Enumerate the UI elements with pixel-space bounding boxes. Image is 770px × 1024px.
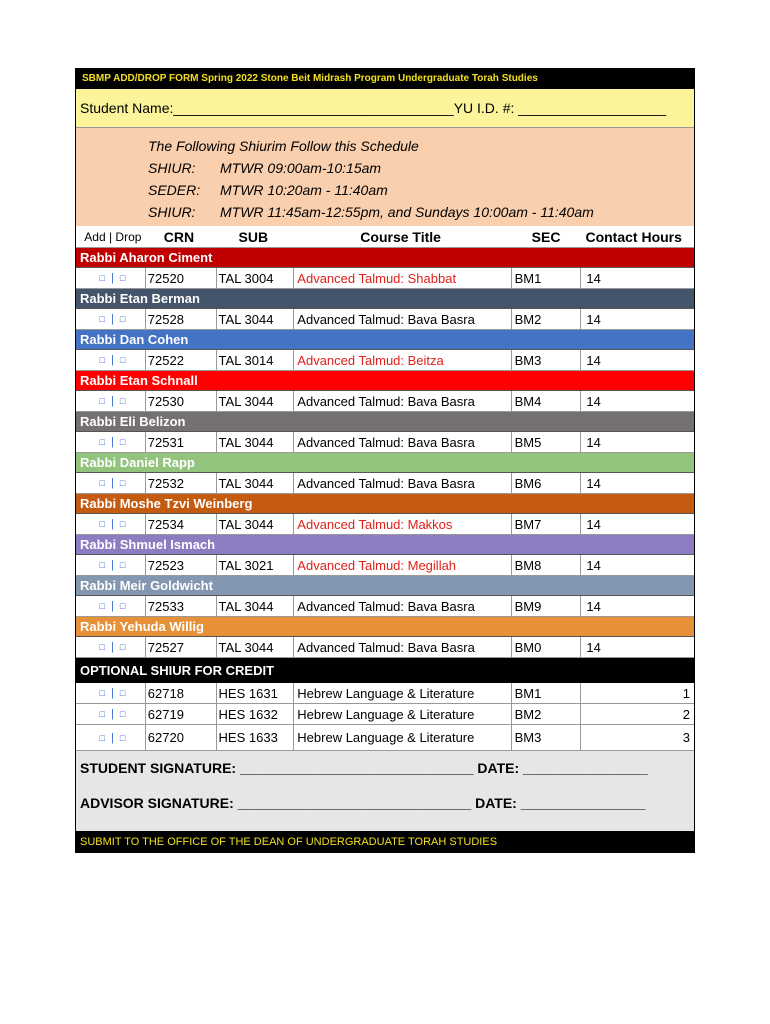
add-drop-checkboxes (76, 350, 146, 370)
course-row (76, 391, 694, 412)
schedule-line (148, 179, 694, 201)
course-hours: 14 (586, 352, 601, 368)
course-crn: 72528 (146, 309, 217, 329)
optional-course-row (76, 683, 694, 704)
course-sec: BM7 (512, 514, 582, 534)
course-sub: TAL 3044 (217, 596, 295, 616)
course-crn: 72534 (146, 514, 217, 534)
checkbox-separator: | (110, 395, 114, 407)
add-drop-checkboxes (76, 596, 146, 616)
checkbox-separator: | (110, 272, 114, 284)
column-header-sub: SUB (238, 228, 269, 245)
signature-area (76, 751, 694, 831)
course-hours: 14 (586, 516, 601, 532)
rabbi-header: Rabbi Aharon Ciment (76, 248, 694, 268)
course-row (76, 473, 694, 494)
course-sub: TAL 3044 (217, 391, 295, 411)
schedule-label: SHIUR: (148, 160, 196, 176)
course-title: Advanced Talmud: Shabbat (294, 268, 511, 288)
course-hours: 14 (586, 639, 601, 655)
course-sec: BM0 (512, 637, 582, 657)
course-hours: 14 (586, 311, 601, 327)
schedule-line (148, 201, 694, 223)
course-sub: TAL 3044 (217, 309, 295, 329)
checkbox-separator: | (110, 518, 114, 530)
add-checkbox[interactable]: □ (99, 601, 105, 611)
add-checkbox[interactable]: □ (99, 688, 105, 698)
course-hours: 14 (586, 475, 601, 491)
rabbi-header: Rabbi Dan Cohen (76, 330, 694, 350)
course-sub: HES 1631 (217, 683, 295, 703)
course-crn: 62718 (146, 683, 217, 703)
rabbi-header: Rabbi Etan Berman (76, 289, 694, 309)
drop-checkbox[interactable]: □ (119, 560, 126, 570)
course-hours: 1 (682, 685, 691, 701)
schedule-label: SHIUR: (148, 204, 196, 220)
add-checkbox[interactable]: □ (99, 437, 105, 447)
checkbox-separator: | (110, 354, 114, 366)
course-sec: BM8 (512, 555, 582, 575)
course-title: Advanced Talmud: Bava Basra (294, 473, 511, 493)
course-sec: BM2 (512, 309, 582, 329)
course-title: Advanced Talmud: Bava Basra (294, 432, 511, 452)
add-drop-checkboxes (76, 637, 146, 657)
drop-checkbox[interactable]: □ (119, 709, 126, 719)
rabbi-header: Rabbi Daniel Rapp (76, 453, 694, 473)
optional-course-row (76, 704, 694, 725)
schedule-time: MTWR 11:45am-12:55pm, and Sundays 10:00am - 11:40am (220, 204, 594, 220)
yu-id-field[interactable]: YU I.D. #: ___________________ (453, 100, 667, 116)
course-sec: BM5 (512, 432, 582, 452)
course-row (76, 514, 694, 535)
course-hours: 14 (586, 434, 601, 450)
add-drop-checkboxes (76, 268, 146, 288)
optional-heading: OPTIONAL SHIUR FOR CREDIT (76, 658, 694, 683)
rabbi-header: Rabbi Etan Schnall (76, 371, 694, 391)
drop-checkbox[interactable]: □ (119, 732, 126, 743)
schedule-line (148, 157, 694, 179)
optional-course-row (76, 725, 694, 751)
checkbox-separator: | (110, 313, 114, 325)
course-crn: 72530 (146, 391, 217, 411)
course-row (76, 555, 694, 576)
add-drop-checkboxes (76, 391, 146, 411)
rabbi-header: Rabbi Shmuel Ismach (76, 535, 694, 555)
course-groups (76, 248, 694, 658)
add-checkbox[interactable]: □ (99, 709, 105, 719)
add-drop-checkboxes (76, 725, 146, 750)
course-sub: TAL 3044 (217, 637, 295, 657)
drop-checkbox[interactable]: □ (119, 273, 126, 283)
course-hours: 3 (682, 730, 691, 745)
course-title: Advanced Talmud: Bava Basra (294, 637, 511, 657)
course-sub: HES 1633 (217, 725, 295, 750)
add-checkbox[interactable]: □ (99, 396, 105, 406)
add-checkbox[interactable]: □ (99, 560, 105, 570)
student-name-field[interactable]: Student Name:____________________________________ (80, 100, 454, 116)
course-sec: BM4 (512, 391, 582, 411)
drop-checkbox[interactable]: □ (119, 688, 126, 698)
course-sec: BM1 (512, 683, 582, 703)
student-info-row (76, 89, 694, 128)
add-drop-checkboxes (76, 704, 146, 724)
column-header-add-drop: Add | Drop (84, 229, 142, 244)
add-drop-checkboxes (76, 683, 146, 703)
course-sec: BM3 (512, 350, 582, 370)
course-sec: BM2 (512, 704, 582, 724)
checkbox-separator: | (110, 600, 114, 612)
column-header-row (76, 226, 694, 248)
add-drop-checkboxes (76, 309, 146, 329)
add-checkbox[interactable]: □ (99, 273, 105, 283)
course-sub: TAL 3004 (217, 268, 295, 288)
course-hours: 14 (586, 270, 601, 286)
checkbox-separator: | (110, 731, 114, 744)
drop-checkbox[interactable]: □ (119, 478, 126, 488)
drop-checkbox[interactable]: □ (119, 396, 126, 406)
add-checkbox[interactable]: □ (99, 314, 105, 324)
submit-instructions: SUBMIT TO THE OFFICE OF THE DEAN OF UNDERGRADUATE TORAH STUDIES (76, 831, 694, 853)
course-title: Advanced Talmud: Bava Basra (294, 309, 511, 329)
course-title: Hebrew Language & Literature (294, 704, 511, 724)
course-row (76, 350, 694, 371)
add-checkbox[interactable]: □ (99, 732, 105, 743)
column-header-crn: CRN (163, 228, 195, 245)
schedule-block (76, 128, 694, 226)
optional-rows (76, 683, 694, 751)
checkbox-separator: | (110, 708, 114, 720)
checkbox-separator: | (110, 687, 114, 699)
course-sec: BM3 (512, 725, 582, 750)
course-crn: 72531 (146, 432, 217, 452)
course-sub: TAL 3044 (217, 432, 295, 452)
course-sub: TAL 3021 (217, 555, 295, 575)
form-title: SBMP ADD/DROP FORM Spring 2022 Stone Beit Midrash Program Undergraduate Torah Studies (76, 68, 694, 89)
course-title: Hebrew Language & Literature (294, 683, 511, 703)
schedule-heading: The Following Shiurim Follow this Schedule (148, 138, 419, 154)
course-crn: 72520 (146, 268, 217, 288)
add-checkbox[interactable]: □ (99, 642, 105, 652)
course-crn: 72532 (146, 473, 217, 493)
course-title: Advanced Talmud: Makkos (294, 514, 511, 534)
course-sec: BM9 (512, 596, 582, 616)
course-row (76, 637, 694, 658)
course-crn: 62720 (146, 725, 217, 750)
course-title: Advanced Talmud: Bava Basra (294, 596, 511, 616)
course-hours: 2 (682, 706, 691, 722)
drop-checkbox[interactable]: □ (119, 519, 126, 529)
rabbi-header: Rabbi Meir Goldwicht (76, 576, 694, 596)
course-sec: BM6 (512, 473, 582, 493)
course-crn: 62719 (146, 704, 217, 724)
drop-checkbox[interactable]: □ (119, 642, 126, 652)
student-signature-line[interactable]: STUDENT SIGNATURE: ______________________________ DATE: ________________ (80, 760, 648, 776)
course-crn: 72533 (146, 596, 217, 616)
add-drop-checkboxes (76, 432, 146, 452)
drop-checkbox[interactable]: □ (119, 314, 126, 324)
add-drop-checkboxes (76, 473, 146, 493)
checkbox-separator: | (110, 477, 114, 489)
course-crn: 72523 (146, 555, 217, 575)
add-drop-form (75, 68, 695, 853)
course-title: Hebrew Language & Literature (294, 725, 511, 750)
course-crn: 72527 (146, 637, 217, 657)
advisor-signature-line[interactable]: ADVISOR SIGNATURE: ______________________________ DATE: ________________ (80, 795, 646, 811)
course-title: Advanced Talmud: Megillah (294, 555, 511, 575)
course-sub: TAL 3044 (217, 473, 295, 493)
column-header-sec: SEC (531, 228, 561, 245)
course-hours: 14 (586, 393, 601, 409)
schedule-label: SEDER: (148, 182, 201, 198)
checkbox-separator: | (110, 436, 114, 448)
add-checkbox[interactable]: □ (99, 519, 105, 529)
course-row (76, 596, 694, 617)
schedule-time: MTWR 09:00am-10:15am (220, 160, 382, 176)
schedule-time: MTWR 10:20am - 11:40am (220, 182, 388, 198)
course-title: Advanced Talmud: Bava Basra (294, 391, 511, 411)
drop-checkbox[interactable]: □ (119, 437, 126, 447)
course-sec: BM1 (512, 268, 582, 288)
course-hours: 14 (586, 598, 601, 614)
course-row (76, 268, 694, 289)
rabbi-header: Rabbi Yehuda Willig (76, 617, 694, 637)
checkbox-separator: | (110, 641, 114, 653)
add-drop-checkboxes (76, 514, 146, 534)
course-sub: HES 1632 (217, 704, 295, 724)
course-sub: TAL 3014 (217, 350, 295, 370)
rabbi-header: Rabbi Eli Belizon (76, 412, 694, 432)
add-drop-checkboxes (76, 555, 146, 575)
course-hours: 14 (586, 557, 601, 573)
checkbox-separator: | (110, 559, 114, 571)
course-sub: TAL 3044 (217, 514, 295, 534)
drop-checkbox[interactable]: □ (119, 355, 126, 365)
course-row (76, 309, 694, 330)
rabbi-header: Rabbi Moshe Tzvi Weinberg (76, 494, 694, 514)
column-header-hours: Contact Hours (585, 228, 682, 245)
add-checkbox[interactable]: □ (99, 478, 105, 488)
course-title: Advanced Talmud: Beitza (294, 350, 511, 370)
add-checkbox[interactable]: □ (99, 355, 105, 365)
drop-checkbox[interactable]: □ (119, 601, 126, 611)
course-crn: 72522 (146, 350, 217, 370)
course-row (76, 432, 694, 453)
column-header-title: Course Title (360, 228, 441, 245)
